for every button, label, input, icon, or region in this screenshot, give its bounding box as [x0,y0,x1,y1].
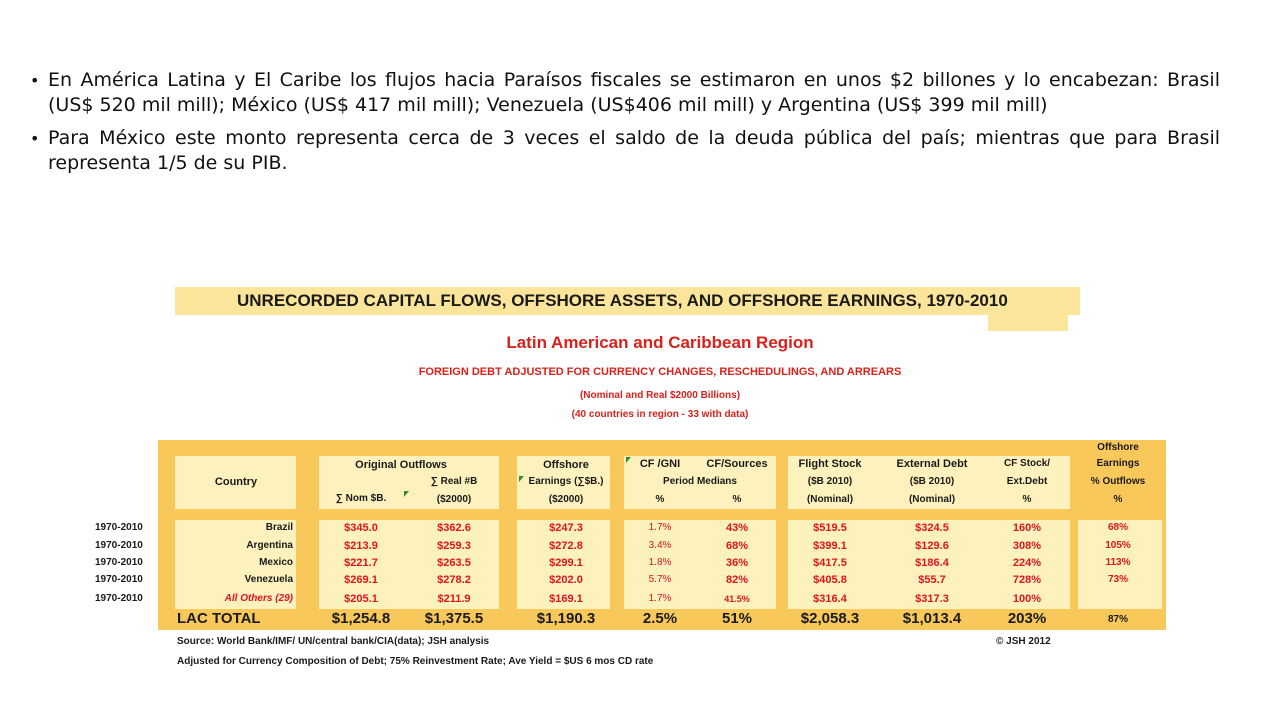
col-header-pct-stock: % [1022,494,1032,505]
row-ext-debt: $55.7 [918,574,946,586]
row-cf-gni: 1.7% [648,522,672,533]
row-nom: $205.1 [344,593,378,605]
row-nom: $213.9 [344,540,378,552]
row-cf-sources: 68% [725,540,749,552]
figure-note-1: (Nominal and Real $2000 Billions) [579,390,741,401]
row-off-pct: 105% [1105,540,1131,551]
col-header-ext-debt: External Debt [896,458,968,470]
total-real: $1,375.5 [424,610,484,627]
row-country: All Others (29) [224,593,293,604]
total-cf-sources: 51% [721,610,753,627]
col-header-real: ∑ Real #B [430,476,478,487]
copyright-line: © JSH 2012 [996,636,1051,647]
col-header-flight-unit: ($B 2010) [807,476,853,487]
row-cf-stock: 728% [1012,574,1042,586]
col-header-off-earnings-3: % Outflows [1090,476,1146,487]
row-cf-gni: 5.7% [648,574,672,585]
col-header-off-earnings-1: Offshore [1097,442,1139,453]
bullet-dot-icon: • [30,129,40,148]
col-header-nom: ∑ Nom $B. [335,493,387,504]
row-ext-debt: $317.3 [915,593,949,605]
row-real: $259.3 [437,540,471,552]
row-flight-stock: $316.4 [813,593,847,605]
bullet-list [30,68,1220,184]
row-cf-sources: 82% [725,574,749,586]
row-flight-stock: $519.5 [813,522,847,534]
row-cf-stock: 308% [1012,540,1042,552]
source-line: Source: World Bank/IMF/ UN/central bank/CIA(data); JSH analysis [177,636,490,647]
row-period: 1970-2010 [95,522,143,533]
footnote-line: Adjusted for Currency Composition of Debt; 75% Reinvestment Rate; Ave Yield = $US 6 mos CD rate [177,656,654,667]
row-period: 1970-2010 [95,574,143,585]
col-header-country: Country [214,476,258,488]
total-cf-stock: 203% [1007,610,1047,627]
row-earnings: $247.3 [549,522,583,534]
row-period: 1970-2010 [95,593,143,604]
row-cf-sources: 41.5% [724,594,750,604]
bullet-item [30,126,1220,176]
bullet-item [30,68,1220,118]
col-header-flight-stock: Flight Stock [798,458,862,470]
bullet-text: Para México este monto representa cerca de 3 veces el saldo de la deuda pública del país; mientras que para Brasil representa 1/5 de su PIB. [48,127,1220,174]
bullet-dot-icon: • [30,71,40,90]
row-country: Argentina [246,540,293,551]
row-off-pct: 113% [1105,557,1131,568]
row-flight-stock: $399.1 [813,540,847,552]
col-header-flight-nominal: (Nominal) [806,494,854,505]
row-ext-debt: $186.4 [915,557,949,569]
row-flight-stock: $405.8 [813,574,847,586]
col-header-real-unit: ($2000) [436,494,472,505]
col-header-earnings-unit: ($2000) [548,494,584,505]
bullet-text: En América Latina y El Caribe los flujos hacia Paraísos fiscales se estimaron en unos $2 billones y lo encabezan: Brasil (US$ 520 mil mill); México (US$ 417 mil mill); Venezuela (US$406 mil mill) y Argentina (US$ 399 mil mill) [48,69,1220,116]
row-real: $263.5 [437,557,471,569]
data-cell-cf [624,520,776,609]
row-earnings: $299.1 [549,557,583,569]
total-earnings: $1,190.3 [536,610,596,627]
total-ext-debt: $1,013.4 [902,610,962,627]
row-nom: $269.1 [344,574,378,586]
row-flight-stock: $417.5 [813,557,847,569]
comment-flag-icon [404,491,409,497]
col-header-earnings: Earnings (∑$B.) [528,476,604,487]
row-country: Venezuela [244,574,293,585]
comment-flag-icon [626,457,631,463]
comment-flag-icon [519,476,524,482]
banner-tab [988,315,1068,331]
figure-banner-title: UNRECORDED CAPITAL FLOWS, OFFSHORE ASSETS, AND OFFSHORE EARNINGS, 1970-2010 [237,291,1008,310]
figure-note-2: (40 countries in region - 33 with data) [571,409,749,420]
col-header-cf-stock: CF Stock/ [1003,458,1051,469]
region-title: Latin American and Caribbean Region [506,333,814,352]
col-header-off-earnings-pct: % [1113,494,1123,505]
col-header-offshore: Offshore [543,459,589,471]
row-period: 1970-2010 [95,557,143,568]
row-country: Mexico [259,557,293,568]
col-header-ext-unit: ($B 2010) [909,476,955,487]
row-earnings: $272.8 [549,540,583,552]
row-cf-sources: 43% [725,522,749,534]
row-period: 1970-2010 [95,540,143,551]
row-cf-gni: 1.7% [648,593,672,604]
col-header-cf-gni: CF /GNI [639,458,681,470]
row-cf-gni: 1.8% [648,557,672,568]
figure-subtitle: FOREIGN DEBT ADJUSTED FOR CURRENCY CHANGES, RESCHEDULINGS, AND ARREARS [418,366,902,378]
row-earnings: $169.1 [549,593,583,605]
row-cf-stock: 224% [1012,557,1042,569]
row-cf-stock: 160% [1012,522,1042,534]
col-header-pct-sources: % [732,494,742,505]
col-header-cf-sources: CF/Sources [706,458,768,470]
row-earnings: $202.0 [549,574,583,586]
row-cf-sources: 36% [725,557,749,569]
row-ext-debt: $324.5 [915,522,949,534]
row-real: $278.2 [437,574,471,586]
col-header-period-medians: Period Medians [663,476,737,487]
row-real: $362.6 [437,522,471,534]
row-off-pct: 73% [1107,574,1129,585]
row-cf-stock: 100% [1012,593,1042,605]
row-off-pct: 68% [1107,522,1129,533]
total-nom: $1,254.8 [331,610,391,627]
row-ext-debt: $129.6 [915,540,949,552]
row-cf-gni: 3.4% [648,540,672,551]
total-label: LAC TOTAL [177,610,261,627]
row-country: Brazil [265,522,293,533]
col-header-ext-debt-short: Ext.Debt [1006,476,1048,487]
row-real: $211.9 [437,593,471,605]
col-header-pct-gni: % [655,494,665,505]
col-header-off-earnings-2: Earnings [1096,458,1140,469]
total-flight-stock: $2,058.3 [800,610,860,627]
row-nom: $221.7 [344,557,378,569]
col-header-ext-nominal: (Nominal) [908,494,956,505]
total-off-pct: 87% [1107,614,1129,625]
row-nom: $345.0 [344,522,378,534]
total-cf-gni: 2.5% [642,610,678,627]
col-header-orig-outflows: Original Outflows [355,459,447,471]
